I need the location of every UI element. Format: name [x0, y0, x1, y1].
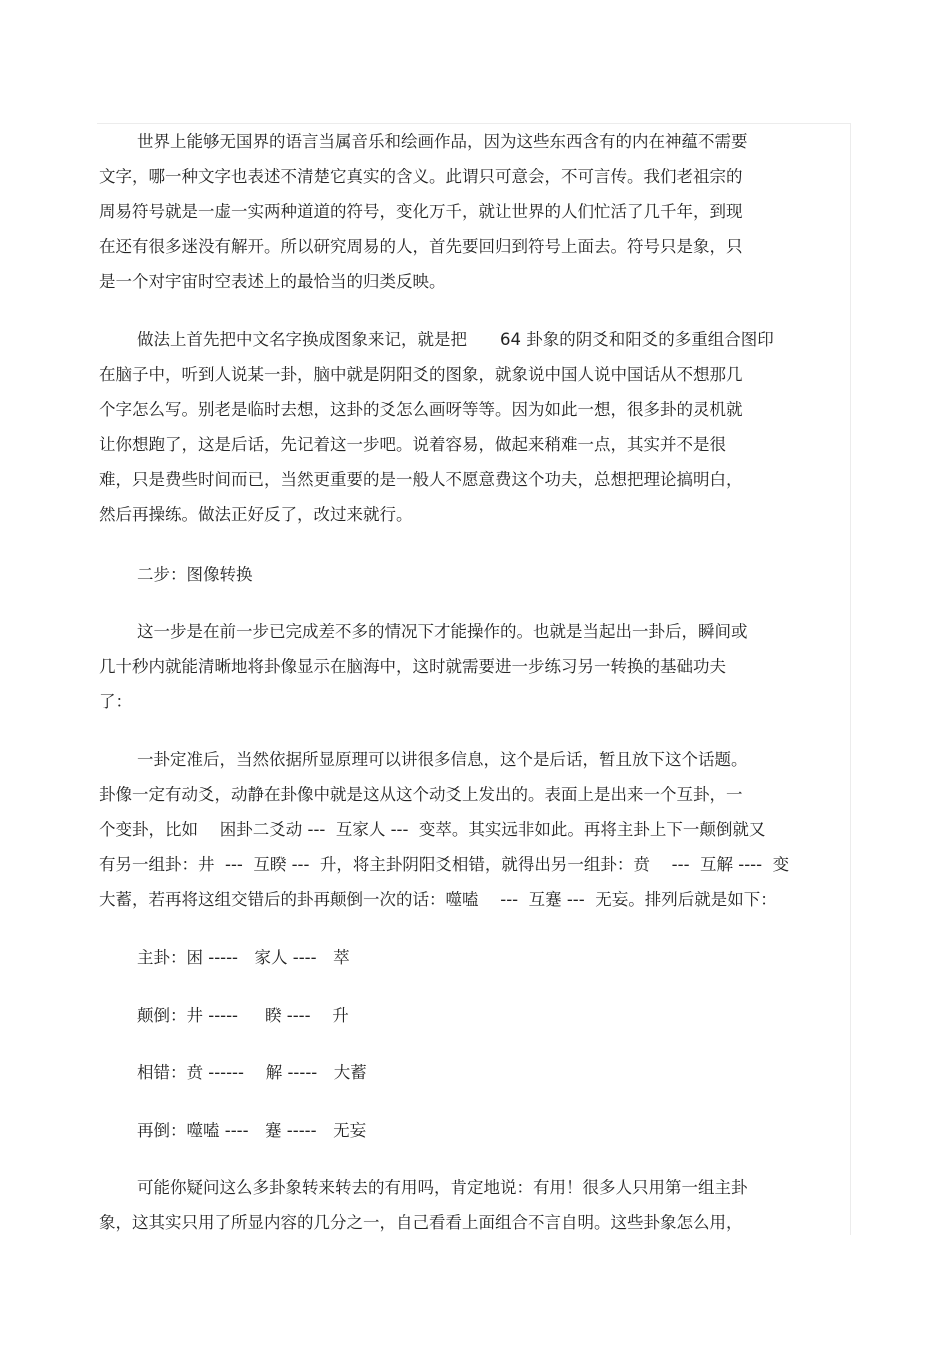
paragraph-4-line-1: 一卦定准后，当然依据所显原理可以讲很多信息，这个是后话，暂且放下这个话题。 — [137, 750, 748, 769]
paragraph-1-line-3: 周易符号就是一虚一实两种道道的符号，变化万千，就让世界的人们忙活了几千年，到现 — [99, 202, 743, 221]
paragraph-2-line-2: 在脑子中，听到人说某一卦，脑中就是阴阳爻的图象，就象说中国人说中国话从不想那几 — [99, 365, 743, 384]
paragraph-1-line-4: 在还有很多迷没有解开。所以研究周易的人，首先要回归到符号上面去。符号只是象，只 — [99, 237, 743, 256]
paragraph-2-line-1: 做法上首先把中文名字换成图象来记，就是把 64 卦象的阴爻和阳爻的多重组合图印 — [137, 330, 774, 349]
hexagram-row-reinverted: 再倒：噬嗑 ---- 蹇 ----- 无妄 — [137, 1121, 367, 1140]
paragraph-1-line-1: 世界上能够无国界的语言当属音乐和绘画作品，因为这些东西含有的内在神蕴不需要 — [137, 132, 748, 151]
paragraph-3-line-3: 了： — [99, 692, 132, 711]
paragraph-4-line-4: 有另一组卦：井 --- 互睽 --- 升，将主卦阴阳爻相错，就得出另一组卦：贲 --- 互解 ---- 变 — [99, 855, 790, 874]
paragraph-3-line-1: 这一步是在前一步已完成差不多的情况下才能操作的。也就是当起出一卦后，瞬间或 — [137, 622, 748, 641]
paragraph-1-line-2: 文字，哪一种文字也表述不清楚它真实的含义。此谓只可意会，不可言传。我们老祖宗的 — [99, 167, 743, 186]
paragraph-2-line-6: 然后再操练。做法正好反了，改过来就行。 — [99, 505, 413, 524]
page-border-top — [97, 123, 851, 124]
paragraph-4-line-3: 个变卦，比如 困卦二爻动 --- 互家人 --- 变萃。其实远非如此。再将主卦上下一颠倒就又 — [99, 820, 766, 839]
hexagram-row-inverted: 颠倒：井 ----- 睽 ---- 升 — [137, 1006, 349, 1025]
paragraph-4-line-5: 大蓄，若再将这组交错后的卦再颠倒一次的话：噬嗑 --- 互蹇 --- 无妄。排列后就是如下： — [99, 890, 777, 909]
paragraph-4-line-2: 卦像一定有动爻，动静在卦像中就是这从这个动爻上发出的。表面上是出来一个互卦，一 — [99, 785, 743, 804]
paragraph-2-line-4: 让你想跑了，这是后话，先记着这一步吧。说着容易，做起来稍难一点，其实并不是很 — [99, 435, 726, 454]
paragraph-2-line-5: 难，只是费些时间而已，当然更重要的是一般人不愿意费这个功夫，总想把理论搞明白， — [99, 470, 743, 489]
paragraph-1-line-5: 是一个对宇宙时空表述上的最恰当的归类反映。 — [99, 272, 446, 291]
section-heading-step-two: 二步：图像转换 — [137, 565, 253, 584]
paragraph-2-line-3: 个字怎么写。别老是临时去想，这卦的爻怎么画呀等等。因为如此一想，很多卦的灵机就 — [99, 400, 743, 419]
hexagram-row-main: 主卦：困 ----- 家人 ---- 萃 — [137, 948, 350, 967]
paragraph-5-line-1: 可能你疑问这么多卦象转来转去的有用吗，肯定地说：有用！很多人只用第一组主卦 — [137, 1178, 748, 1197]
page-border-right — [850, 123, 851, 1235]
paragraph-5-line-2: 象，这其实只用了所显内容的几分之一，自己看看上面组合不言自明。这些卦象怎么用， — [99, 1213, 743, 1232]
paragraph-3-line-2: 几十秒内就能清晰地将卦像显示在脑海中，这时就需要进一步练习另一转换的基础功夫 — [99, 657, 726, 676]
hexagram-row-opposite: 相错：贲 ------ 解 ----- 大蓄 — [137, 1063, 367, 1082]
